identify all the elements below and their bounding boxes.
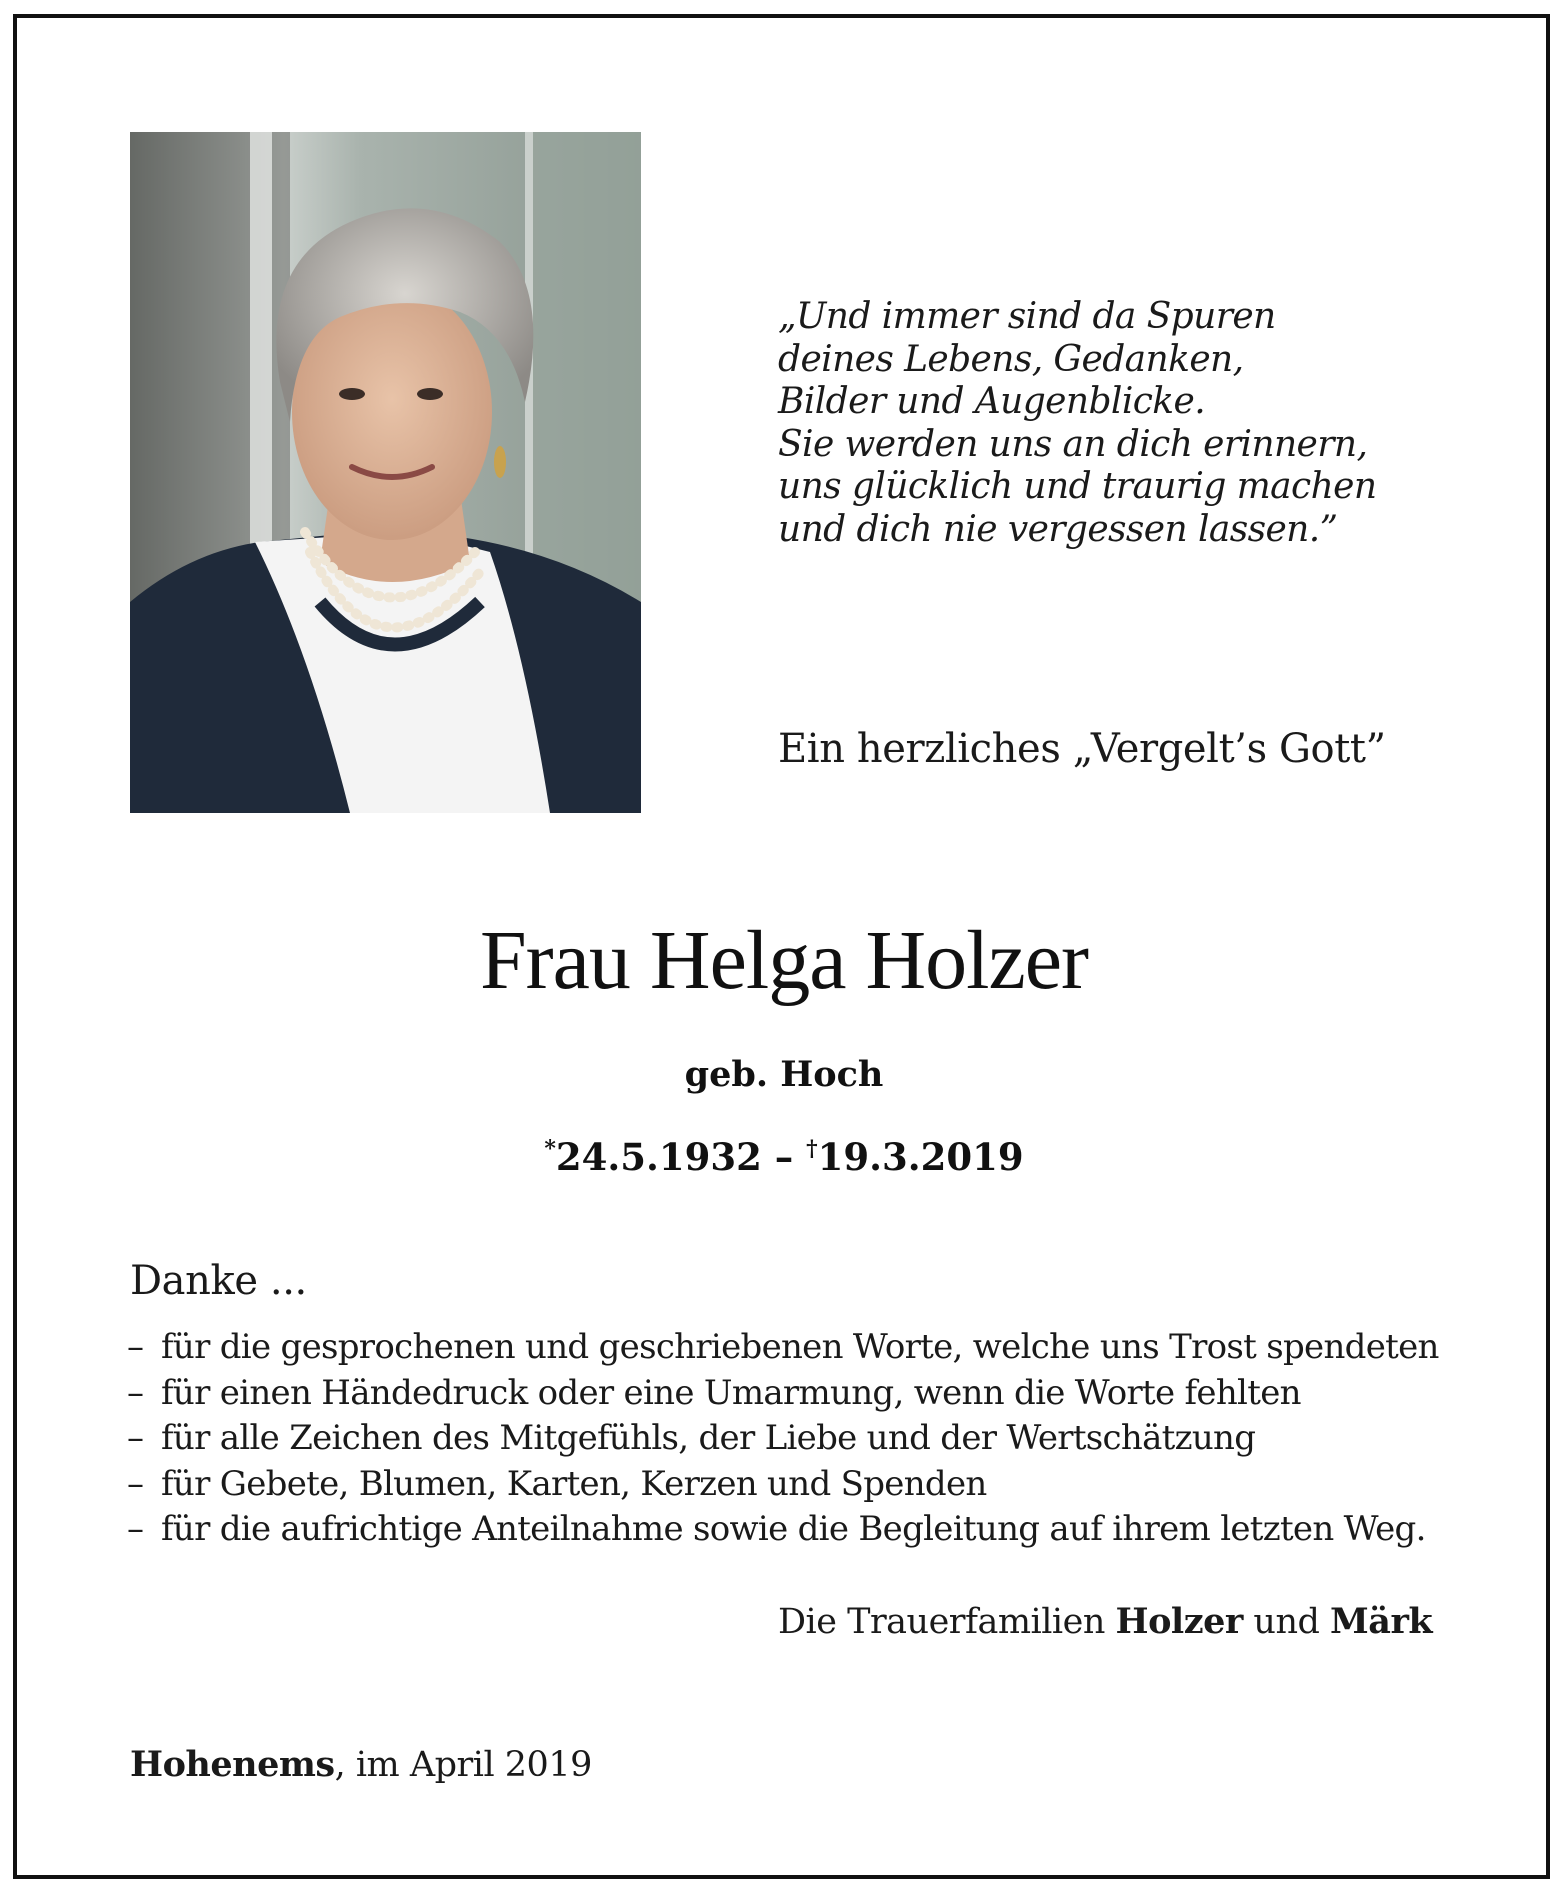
signature-prefix: Die Trauerfamilien — [778, 1602, 1116, 1642]
portrait-illustration — [130, 132, 641, 813]
list-dash: – — [127, 1327, 144, 1367]
quote-line: uns glücklich und traurig machen — [778, 466, 1377, 507]
quote-line: „Und immer sind da Spuren — [778, 296, 1276, 337]
list-item — [127, 1325, 1439, 1371]
quote-line: Sie werden uns an dich erinnern, — [778, 423, 1368, 465]
deceased-name: Frau Helga Holzer — [479, 914, 1089, 1007]
family-signature — [778, 1601, 1432, 1642]
place-date: , im April 2019 — [334, 1745, 592, 1785]
list-item — [127, 1371, 1439, 1417]
family-name-1: Holzer — [1115, 1601, 1243, 1642]
birth-symbol: * — [544, 1136, 556, 1162]
list-item — [127, 1416, 1439, 1462]
place-and-date — [130, 1744, 592, 1785]
quote-line: und dich nie vergessen lassen.” — [778, 508, 1338, 550]
quote-line: Bilder und Augenblicke. — [778, 381, 1206, 422]
list-item-text: für die aufrichtige Anteilnahme sowie die Begleitung auf ihrem letzten Weg. — [161, 1509, 1426, 1549]
list-dash: – — [127, 1418, 144, 1458]
quote-line: deines Lebens, Gedanken, — [778, 338, 1244, 380]
list-item-text: für die gesprochenen und geschriebenen Worte, welche uns Trost spendeten — [161, 1327, 1439, 1367]
portrait-photo — [130, 132, 641, 813]
date-separator: – — [774, 1135, 794, 1179]
list-item-text: für Gebete, Blumen, Karten, Kerzen und Spenden — [161, 1463, 987, 1504]
life-dates — [0, 1135, 1568, 1179]
danke-heading: Danke ... — [130, 1258, 307, 1304]
memorial-quote — [778, 296, 1376, 551]
thanks-list — [127, 1325, 1439, 1553]
signature-joiner: und — [1242, 1602, 1331, 1642]
list-item-text: für einen Händedruck oder eine Umarmung, wenn die Worte fehlten — [161, 1372, 1301, 1413]
family-name-2: Märk — [1330, 1601, 1433, 1642]
list-dash: – — [127, 1372, 144, 1413]
list-dash: – — [127, 1509, 144, 1549]
list-item-text: für alle Zeichen des Mitgefühls, der Liebe und der Wertschätzung — [161, 1418, 1256, 1458]
thanks-heading: Ein herzliches „Vergelt’s Gott” — [778, 726, 1386, 772]
birth-date: 24.5.1932 — [555, 1135, 762, 1179]
death-symbol: † — [806, 1136, 818, 1162]
list-item — [127, 1462, 1439, 1508]
death-date: 19.3.2019 — [817, 1135, 1024, 1179]
place-town: Hohenems — [130, 1744, 335, 1785]
list-item — [127, 1507, 1439, 1553]
list-dash: – — [127, 1463, 144, 1504]
maiden-name: geb. Hoch — [684, 1054, 884, 1095]
